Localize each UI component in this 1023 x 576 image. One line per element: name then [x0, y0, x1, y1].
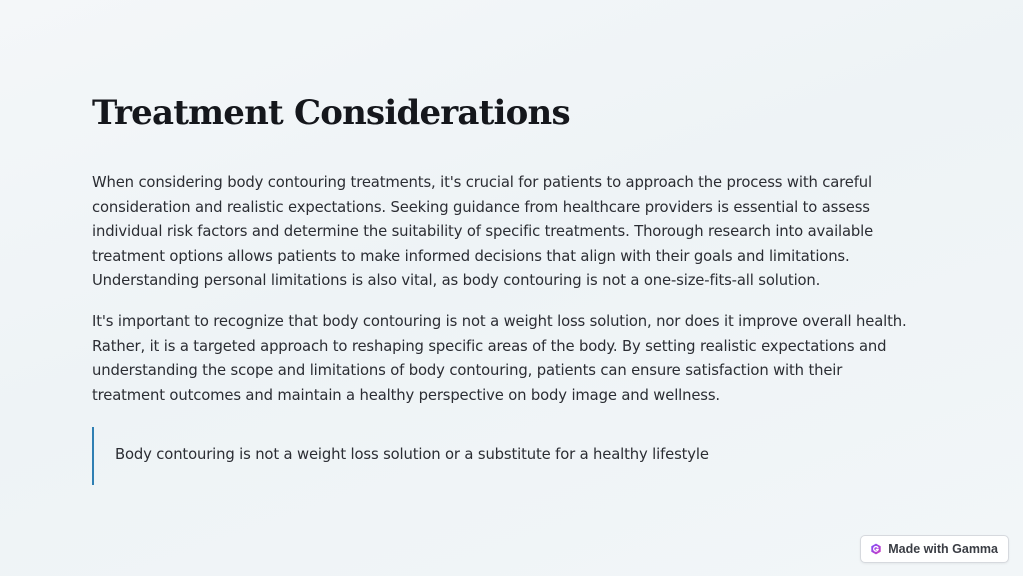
slide-title: Treatment Considerations: [92, 93, 570, 133]
body-paragraph-2: It's important to recognize that body contouring is not a weight loss solution, nor does it improve overall health. Rather, it is a targeted approach to reshaping specific areas of the body. By setting realistic expectations and understanding the scope and limitations of body contouring, patients can ensure satisfaction with their treatment outcomes and maintain a healthy perspective on body image and wellness.: [92, 313, 907, 404]
body-paragraph-1: When considering body contouring treatments, it's crucial for patients to approach the process with careful consideration and realistic expectations. Seeking guidance from healthcare providers is essential to assess individual risk factors and determine the suitability of specific treatments. Thorough research into available treatment options allows patients to make informed decisions that align with their goals and limitations. Understanding personal limitations is also vital, as body contouring is not a one-size-fits-all solution.: [92, 174, 874, 289]
badge-label: Made with Gamma: [888, 542, 998, 556]
made-with-gamma-badge[interactable]: [860, 535, 1009, 563]
gamma-logo-icon: [870, 543, 882, 555]
callout-block: [92, 427, 912, 485]
callout-text: Body contouring is not a weight loss solution or a substitute for a healthy lifestyle: [115, 446, 709, 463]
